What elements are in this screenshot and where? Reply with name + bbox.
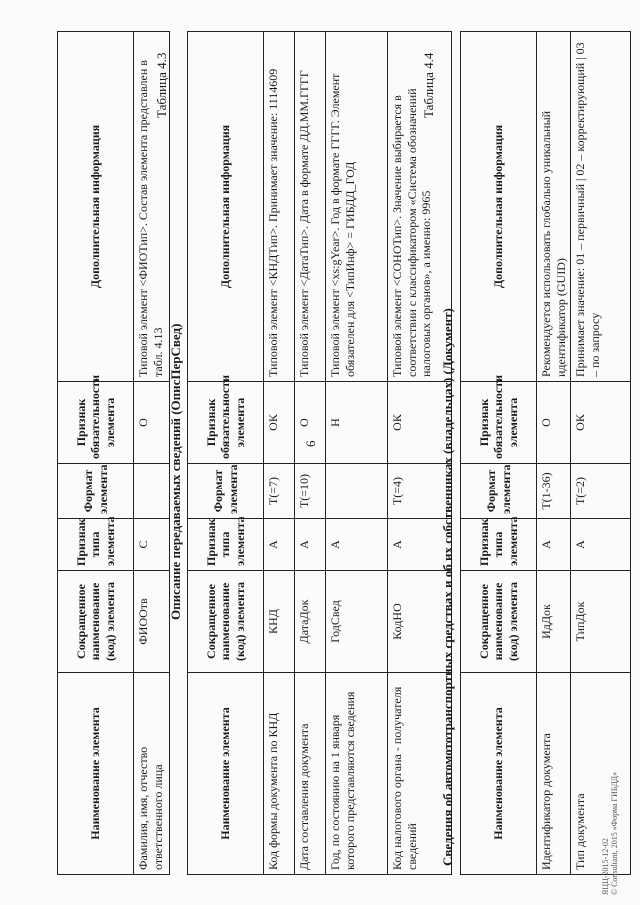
cell-info: Типовой элемент <ФИОТип>. Состав элемента представлен в табл. 4.13: [134, 32, 170, 382]
cell-info: Принимает значение: 01 – первичный | 02 – корректирующий | 03 – по запросу: [571, 32, 631, 382]
cell-name: Код формы документа по КНД: [264, 673, 295, 875]
cell-required: ОК: [388, 382, 452, 464]
cell-name: Код налогового органа - получателя сведений: [388, 673, 452, 875]
table-4-3-block: [187, 31, 452, 875]
table-4-3: [187, 31, 452, 875]
cell-code: ФИООтв: [134, 571, 170, 673]
cell-type: А: [571, 519, 631, 571]
col-header: Наименование элемента: [188, 673, 264, 875]
table-4-4-label: Таблица 4.4: [421, 52, 436, 118]
table-row: [571, 32, 631, 875]
cell-format: Т(1-36): [537, 464, 571, 519]
print-stamp: [602, 772, 620, 895]
cell-required: О: [295, 382, 326, 464]
table-4-4-block: [460, 31, 631, 875]
cell-code: ДатаДок: [295, 571, 326, 673]
cell-code: ИдДок: [537, 571, 571, 673]
cell-type: А: [537, 519, 571, 571]
cell-type: С: [134, 519, 170, 571]
cell-format: Т(=7): [264, 464, 295, 519]
cell-format: Т(=4): [388, 464, 452, 519]
col-header: Признак обязательности элемента: [188, 382, 264, 464]
table-4-3-label: Таблица 4.3: [154, 52, 169, 118]
table-4-4-title: Сведения об автомототранспортных средствах и об их собственниках (владельцах) (Документ): [440, 308, 455, 866]
cell-required: Н: [326, 382, 388, 464]
table-row: [326, 32, 388, 875]
page-number: 6: [303, 440, 318, 447]
cell-required: О: [537, 382, 571, 464]
cell-name: Тип документа: [571, 673, 631, 875]
table-row: [295, 32, 326, 875]
cell-name: Фамилия, имя, отчество ответственного лица: [134, 673, 170, 875]
col-header: Наименование элемента: [58, 673, 134, 875]
col-header: Сокращенное наименование (код) элемента: [461, 571, 537, 673]
col-header: Наименование элемента: [461, 673, 537, 875]
table-4-4: [460, 31, 631, 875]
cell-info: Типовой элемент <СОНОТип>. Значение выбирается в соответствии с классификатором «Система обозначений налоговых органов», а именно: 9965: [388, 32, 452, 382]
cell-name: Год, по состоянию на 1 января которого представляются сведения: [326, 673, 388, 875]
col-header: Формат элемента: [188, 464, 264, 519]
col-header: Признак обязательности элемента: [58, 382, 134, 464]
col-header: Признак типа элемента: [461, 519, 537, 571]
table-row: [537, 32, 571, 875]
cell-required: ОК: [264, 382, 295, 464]
top-table-block: [57, 31, 170, 875]
cell-required: ОК: [571, 382, 631, 464]
cell-format: Т(=2): [571, 464, 631, 519]
col-header: Сокращенное наименование (код) элемента: [188, 571, 264, 673]
cell-code: КодНО: [388, 571, 452, 673]
col-header: Дополнительная информация: [58, 32, 134, 382]
top-table: [57, 31, 170, 875]
col-header: Формат элемента: [461, 464, 537, 519]
table-row: [264, 32, 295, 875]
col-header: Признак обязательности элемента: [461, 382, 537, 464]
cell-info: Типовой элемент <xs:gYear>. Год в формате ГГГГ. Элемент обязателен для <ТипИнф> = ГИБДД_ГОД: [326, 32, 388, 382]
cell-type: А: [295, 519, 326, 571]
cell-info: Типовой элемент <КНДТип>. Принимает значение: 1114609: [264, 32, 295, 382]
cell-code: ГодСвед: [326, 571, 388, 673]
cell-format: Т(=10): [295, 464, 326, 519]
cell-format: [326, 464, 388, 519]
table-row: [134, 32, 170, 875]
cell-name: Дата составления документа: [295, 673, 326, 875]
cell-code: КНД: [264, 571, 295, 673]
col-header: Признак типа элемента: [58, 519, 134, 571]
table-4-3-title: Описание передаваемых сведений (ОписПерСвед): [168, 323, 183, 620]
cell-type: А: [326, 519, 388, 571]
cell-code: ТипДок: [571, 571, 631, 673]
col-header: Дополнительная информация: [188, 32, 264, 382]
cell-type: А: [264, 519, 295, 571]
col-header: Дополнительная информация: [461, 32, 537, 382]
cell-required: О: [134, 382, 170, 464]
cell-info: Рекомендуется использовать глобально уникальный идентификатор (GUID): [537, 32, 571, 382]
col-header: Сокращенное наименование (код) элемента: [58, 571, 134, 673]
stamp-line: ЯЦЦ-2015-12-02: [601, 838, 610, 895]
cell-info: Типовой элемент <ДатаТип>. Дата в формате ДД.ММ.ГГГГ: [295, 32, 326, 382]
cell-type: А: [388, 519, 452, 571]
cell-format: [134, 464, 170, 519]
cell-name: Идентификатор документа: [537, 673, 571, 875]
col-header: Признак типа элемента: [188, 519, 264, 571]
stamp-line: © Consultant, 2015 «Форма ГИБДД»: [609, 771, 619, 895]
col-header: Формат элемента: [58, 464, 134, 519]
